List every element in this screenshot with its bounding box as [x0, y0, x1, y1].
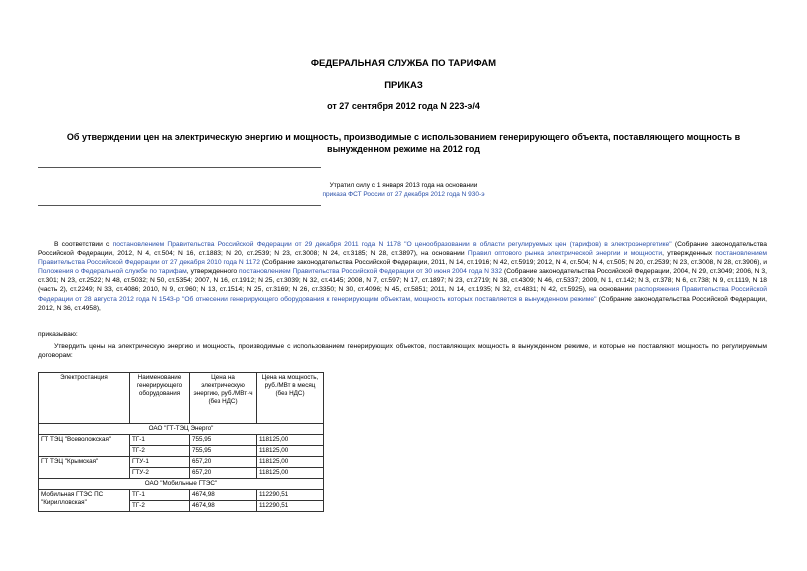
cell-energy: 4674,98 [190, 501, 257, 512]
cell-energy: 755,95 [190, 435, 257, 446]
col-header-station: Электростанция [39, 373, 130, 424]
doc-date-number: от 27 сентября 2012 года N 223-э/4 [327, 101, 480, 111]
preamble-text: (Собрание законодательства Российской Федерации, 2012, N 4, ст.504; N 16, ст.1883; N 20, ст.2539; N 23, ст.3008; N 24, ст.3185; N 28, ст.3897), на основании [38, 241, 767, 258]
preamble-text: , утвержденного [186, 268, 240, 276]
preamble-text: (Собрание законодательства Российской Федерации, 2004, N 29, ст.3049; 2006, N 3, ст.301; N 23, ст.2522; N 48, ст.5032; N 50, ст.5354; 2007, N 16, ст.1912; N 25, ст.3039; N 32, ст.4145; 2008, N 7, ст.597; N 17, ст.1897; N 23, ст.2719; N 38, ст.4309; N 46, ст.5337; 2009, N 1, ст.142; N 3, ст.378; N 6, ст.738; N 9, ст.1119, N 18 (часть 2), ст.2249; N 33, ст.4086; 2010, N 9, ст.960; N 13, ст.1514; N 25, ст.3169; N 26, ст.3350; N 30, ст.4096; N 45, ст.5851; 2011, N 14, ст.1935; N 32, ст.4831; N 42, ст.5925), на основании [38, 268, 768, 294]
table-row [39, 490, 324, 501]
preamble-paragraph [38, 240, 767, 313]
table-row [39, 457, 324, 468]
cell-unit: ГТУ-1 [130, 457, 190, 468]
price-table [38, 372, 324, 512]
cell-energy: 657,20 [190, 457, 257, 468]
approve-paragraph: Утвердить цены на электрическую энергию и мощность, производимые с использованием генерирующих объектов, поставляющих мощность в вынужденном режиме, и которые не поставляют мощность по регулируемым договорам: [38, 343, 767, 360]
cell-unit: ТГ-2 [130, 501, 190, 512]
preamble-text: (Собрание законодательства Российской Федерации, 2011, N 14, ст.1916; N 42, ст.5919; 2012, N 4, ст.504; N 4, ст.505; N 20, ст.2539; N 23, ст.3008, N 28, ст.3906), и [259, 259, 767, 267]
cell-station: ГТ ТЭЦ "Всеволожская" [39, 435, 130, 457]
document-title: Об утверждении цен на электрическую энергию и мощность, производимые с использованием генерирующего объекта, поставляющего мощность в вынужденном режиме на 2012 год [66, 132, 741, 154]
cell-power: 118125,00 [257, 468, 324, 479]
group-label: ОАО "ГТ-ТЭЦ Энерго" [39, 424, 324, 435]
link-decree-332[interactable]: постановлением Правительства Российской Федерации от 30 июня 2004 года N 332 [239, 268, 503, 276]
cell-power: 118125,00 [257, 435, 324, 446]
col-header-unit: Наименование генерирующего оборудования [130, 373, 190, 424]
preamble-text: , утвержденных [662, 250, 716, 258]
divider-bottom [38, 205, 321, 206]
table-header-row [39, 373, 324, 424]
cell-power: 112290,51 [257, 501, 324, 512]
link-fst-regulation[interactable]: Положения о Федеральной службе по тарифам [38, 268, 187, 276]
cell-power: 118125,00 [257, 446, 324, 457]
agency-name: ФЕДЕРАЛЬНАЯ СЛУЖБА ПО ТАРИФАМ [310, 58, 497, 69]
doc-type: ПРИКАЗ [384, 80, 423, 91]
cell-unit: ТГ-1 [130, 435, 190, 446]
table-row [39, 435, 324, 446]
preamble-text: В соответствии с [54, 241, 113, 248]
order-word: приказываю: [38, 331, 78, 338]
cell-unit: ТГ-1 [130, 490, 190, 501]
cell-power: 118125,00 [257, 457, 324, 468]
repeal-link[interactable]: приказа ФСТ России от 27 декабря 2012 года N 930-э [322, 191, 485, 198]
link-wholesale-rules[interactable]: Правил оптового рынка электрической энергии и мощности [467, 250, 663, 258]
col-header-energy-price: Цена на электрическую энергию, руб./МВт·ч (без НДС) [190, 373, 257, 424]
divider-top [38, 167, 321, 168]
cell-power: 112290,51 [257, 490, 324, 501]
repeal-note: Утратил силу с 1 января 2013 года на основании [329, 182, 478, 189]
cell-unit: ТГ-2 [130, 446, 190, 457]
link-decree-1172[interactable]: постановлением Правительства Российской Федерации от 27 декабря 2010 года N 1172 [38, 250, 767, 267]
table-group-row [39, 479, 324, 490]
col-header-power-price: Цена на мощность, руб./МВт в месяц (без НДС) [257, 373, 324, 424]
cell-unit: ГТУ-2 [130, 468, 190, 479]
table-group-row [39, 424, 324, 435]
cell-station: ГТ ТЭЦ "Крымская" [39, 457, 130, 479]
cell-energy: 657,20 [190, 468, 257, 479]
link-decree-1178[interactable]: постановлением Правительства Российской Федерации от 29 декабря 2011 года N 1178 "О ценообразовании в области регулируемых цен (тарифов) в электроэнергетике" [112, 241, 672, 248]
group-label: ОАО "Мобильные ГТЭС" [39, 479, 324, 490]
preamble-text: (Собрание законодательства Российской Федерации, 2012, N 36, ст.4958), [38, 295, 767, 312]
cell-energy: 755,95 [190, 446, 257, 457]
link-order-1543[interactable]: распоряжения Правительства Российской Федерации от 28 августа 2012 года N 1543-р "Об отнесении генерирующего оборудования к генерирующим объектам, мощность которых поставляется в вынужденном режиме" [38, 286, 767, 303]
cell-station: Мобильная ГТЭС ПС "Кирилловская" [39, 490, 130, 512]
cell-energy: 4674,98 [190, 490, 257, 501]
